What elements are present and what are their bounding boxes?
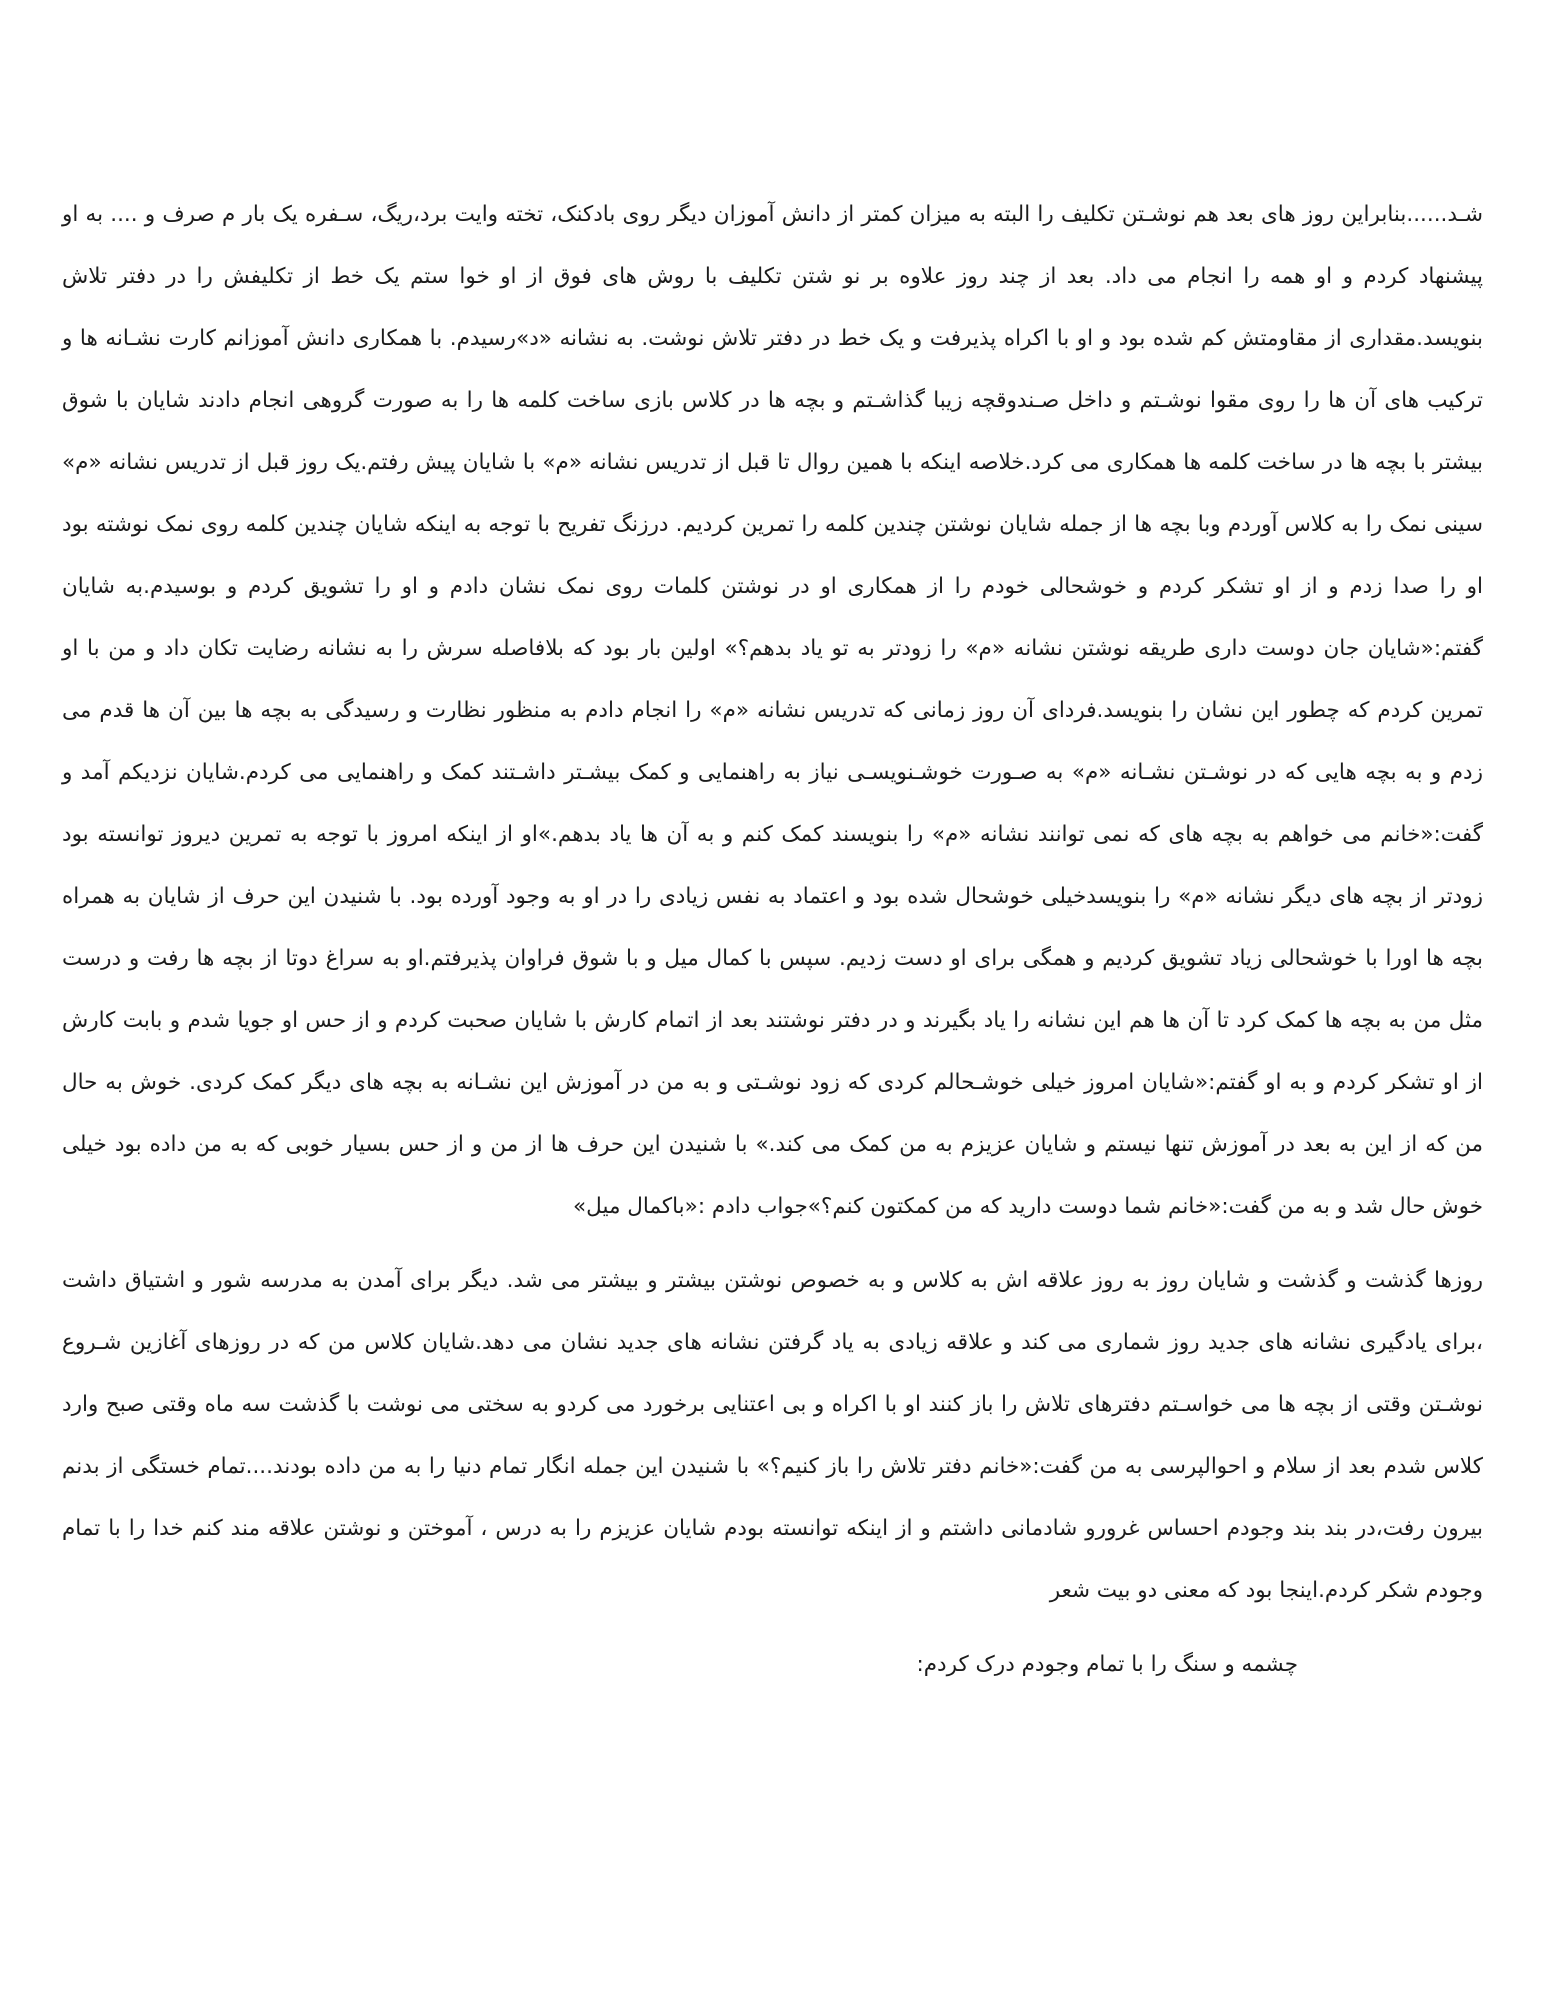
- paragraph-2: روزها گذشت و گذشت و شایان روز به روز علاقه اش به کلاس و به خصوص نوشتن بیشتر و بیشتر می شد. دیگر برای آمدن به مدرسه شور و اشتیاق داشت ،برای یادگیری نشانه های جدید روز شماری می کند و علاقه زیادی به یاد گرفتن نشانه های جدید نشان می دهد.شایان کلاس من که در روزهای آغازین شـروع نوشـتن وقتی از بچه ها می خواسـتم دفترهای تلاش را باز کنند او با اکراه و بی اعتنایی برخورد می کردو به سختی می نوشت با گذشت سه ماه وقتی صبح وارد کلاس شدم بعد از سلام و احوالپرسی به من گفت:«خانم دفتر تلاش را باز کنیم؟» با شنیدن این جمله انگار تمام دنیا را به من داده بودند....تمام خستگی از بدنم بیرون رفت،در بند بند وجودم احساس غرورو شادمانی داشتم و از اینکه توانسته بودم شایان عزیزم را به درس ، آموختن و نوشتن علاقه مند کنم خدا را با تمام وجودم شکر کردم.اینجا بود که معنی دو بیت شعر: [62, 1268, 1483, 1603]
- document-text: [62, 184, 1483, 1696]
- paragraph-1: شـد......بنابراین روز های بعد هم نوشـتن تکلیف را البته به میزان کمتر از دانش آموزان دیگر روی بادکنک، تخته وایت برد،ریگ، سـفره یک بار م صرف و .... به او پیشنهاد کردم و او همه را انجام می داد. بعد از چند روز علاوه بر نو شتن تکلیف با روش های فوق از او خوا ستم یک خط از تکلیفش را در دفتر تلاش بنویسد.مقداری از مقاومتش کم شده بود و او با اکراه پذیرفت و یک خط در دفتر تلاش نوشت. به نشانه «د»رسیدم. با همکاری دانش آموزانم کارت نشـانه ها و ترکیب های آن ها را روی مقوا نوشـتم و داخل صـندوقچه زیبا گذاشـتم و بچه ها در کلاس بازی ساخت کلمه ها را به صورت گروهی انجام دادند شایان با شوق بیشتر با بچه ها در ساخت کلمه ها همکاری می کرد.خلاصه اینکه با همین روال تا قبل از تدریس نشانه «م» با شایان پیش رفتم.یک روز قبل از تدریس نشانه «م» سینی نمک را به کلاس آوردم وبا بچه ها از جمله شایان نوشتن چندین کلمه را تمرین کردیم. درزنگ تفریح با توجه به اینکه شایان چندین کلمه روی نمک نوشته بود او را صدا زدم و از او تشکر کردم و خوشحالی خودم را از همکاری او در نوشتن کلمات روی نمک نشان دادم و او را تشویق کردم و بوسیدم.به شایان گفتم:«شایان جان دوست داری طریقه نوشتن نشانه «م» را زودتر به تو یاد بدهم؟» اولین بار بود که بلافاصله سرش را به نشانه رضایت تکان داد و من با او تمرین کردم که چطور این نشان را بنویسد.فردای آن روز زمانی که تدریس نشانه «م» را انجام دادم به منظور نظارت و رسیدگی به بچه ها بین آن ها قدم می زدم و به بچه هایی که در نوشـتن نشـانه «م» به صـورت خوشـنویسـی نیاز به راهنمایی و کمک بیشـتر داشـتند کمک و راهنمایی می کردم.شایان نزدیکم آمد و گفت:«خانم می خواهم به بچه های که نمی توانند نشانه «م» را بنویسند کمک کنم و به آن ها یاد بدهم.»او از اینکه امروز با توجه به تمرین دیروز توانسته بود زودتر از بچه های دیگر نشانه «م» را بنویسدخیلی خوشحال شده بود و اعتماد به نفس زیادی را در او به وجود آورده بود. با شنیدن این حرف از شایان به همراه بچه ها اورا با خوشحالی زیاد تشویق کردیم و همگی برای او دست زدیم. سپس با کمال میل و با شوق فراوان پذیرفتم.او به سراغ دوتا از بچه ها رفت و درست مثل من به بچه ها کمک کرد تا آن ها هم این نشانه را یاد بگیرند و در دفتر نوشتند بعد از اتمام کارش با شایان صحبت کردم و از حس او جویا شدم و بابت کارش از او تشکر کردم و به او گفتم:«شایان امروز خیلی خوشـحالم کردی که زود نوشـتی و به من در آموزش این نشـانه به بچه های دیگر کمک کردی. خوش به حال من که از این به بعد در آموزش تنها نیستم و شایان عزیزم به من کمک می کند.» با شنیدن این حرف ها از من و از حس بسیار خوبی که به من داده بود خیلی خوش حال شد و به من گفت:«خانم شما دوست دارید که من کمکتون کنم؟»جواب دادم :«باکمال میل»: [62, 202, 1483, 1219]
- closing-line: چشمه و سنگ را با تمام وجودم درک کردم:: [916, 1652, 1298, 1677]
